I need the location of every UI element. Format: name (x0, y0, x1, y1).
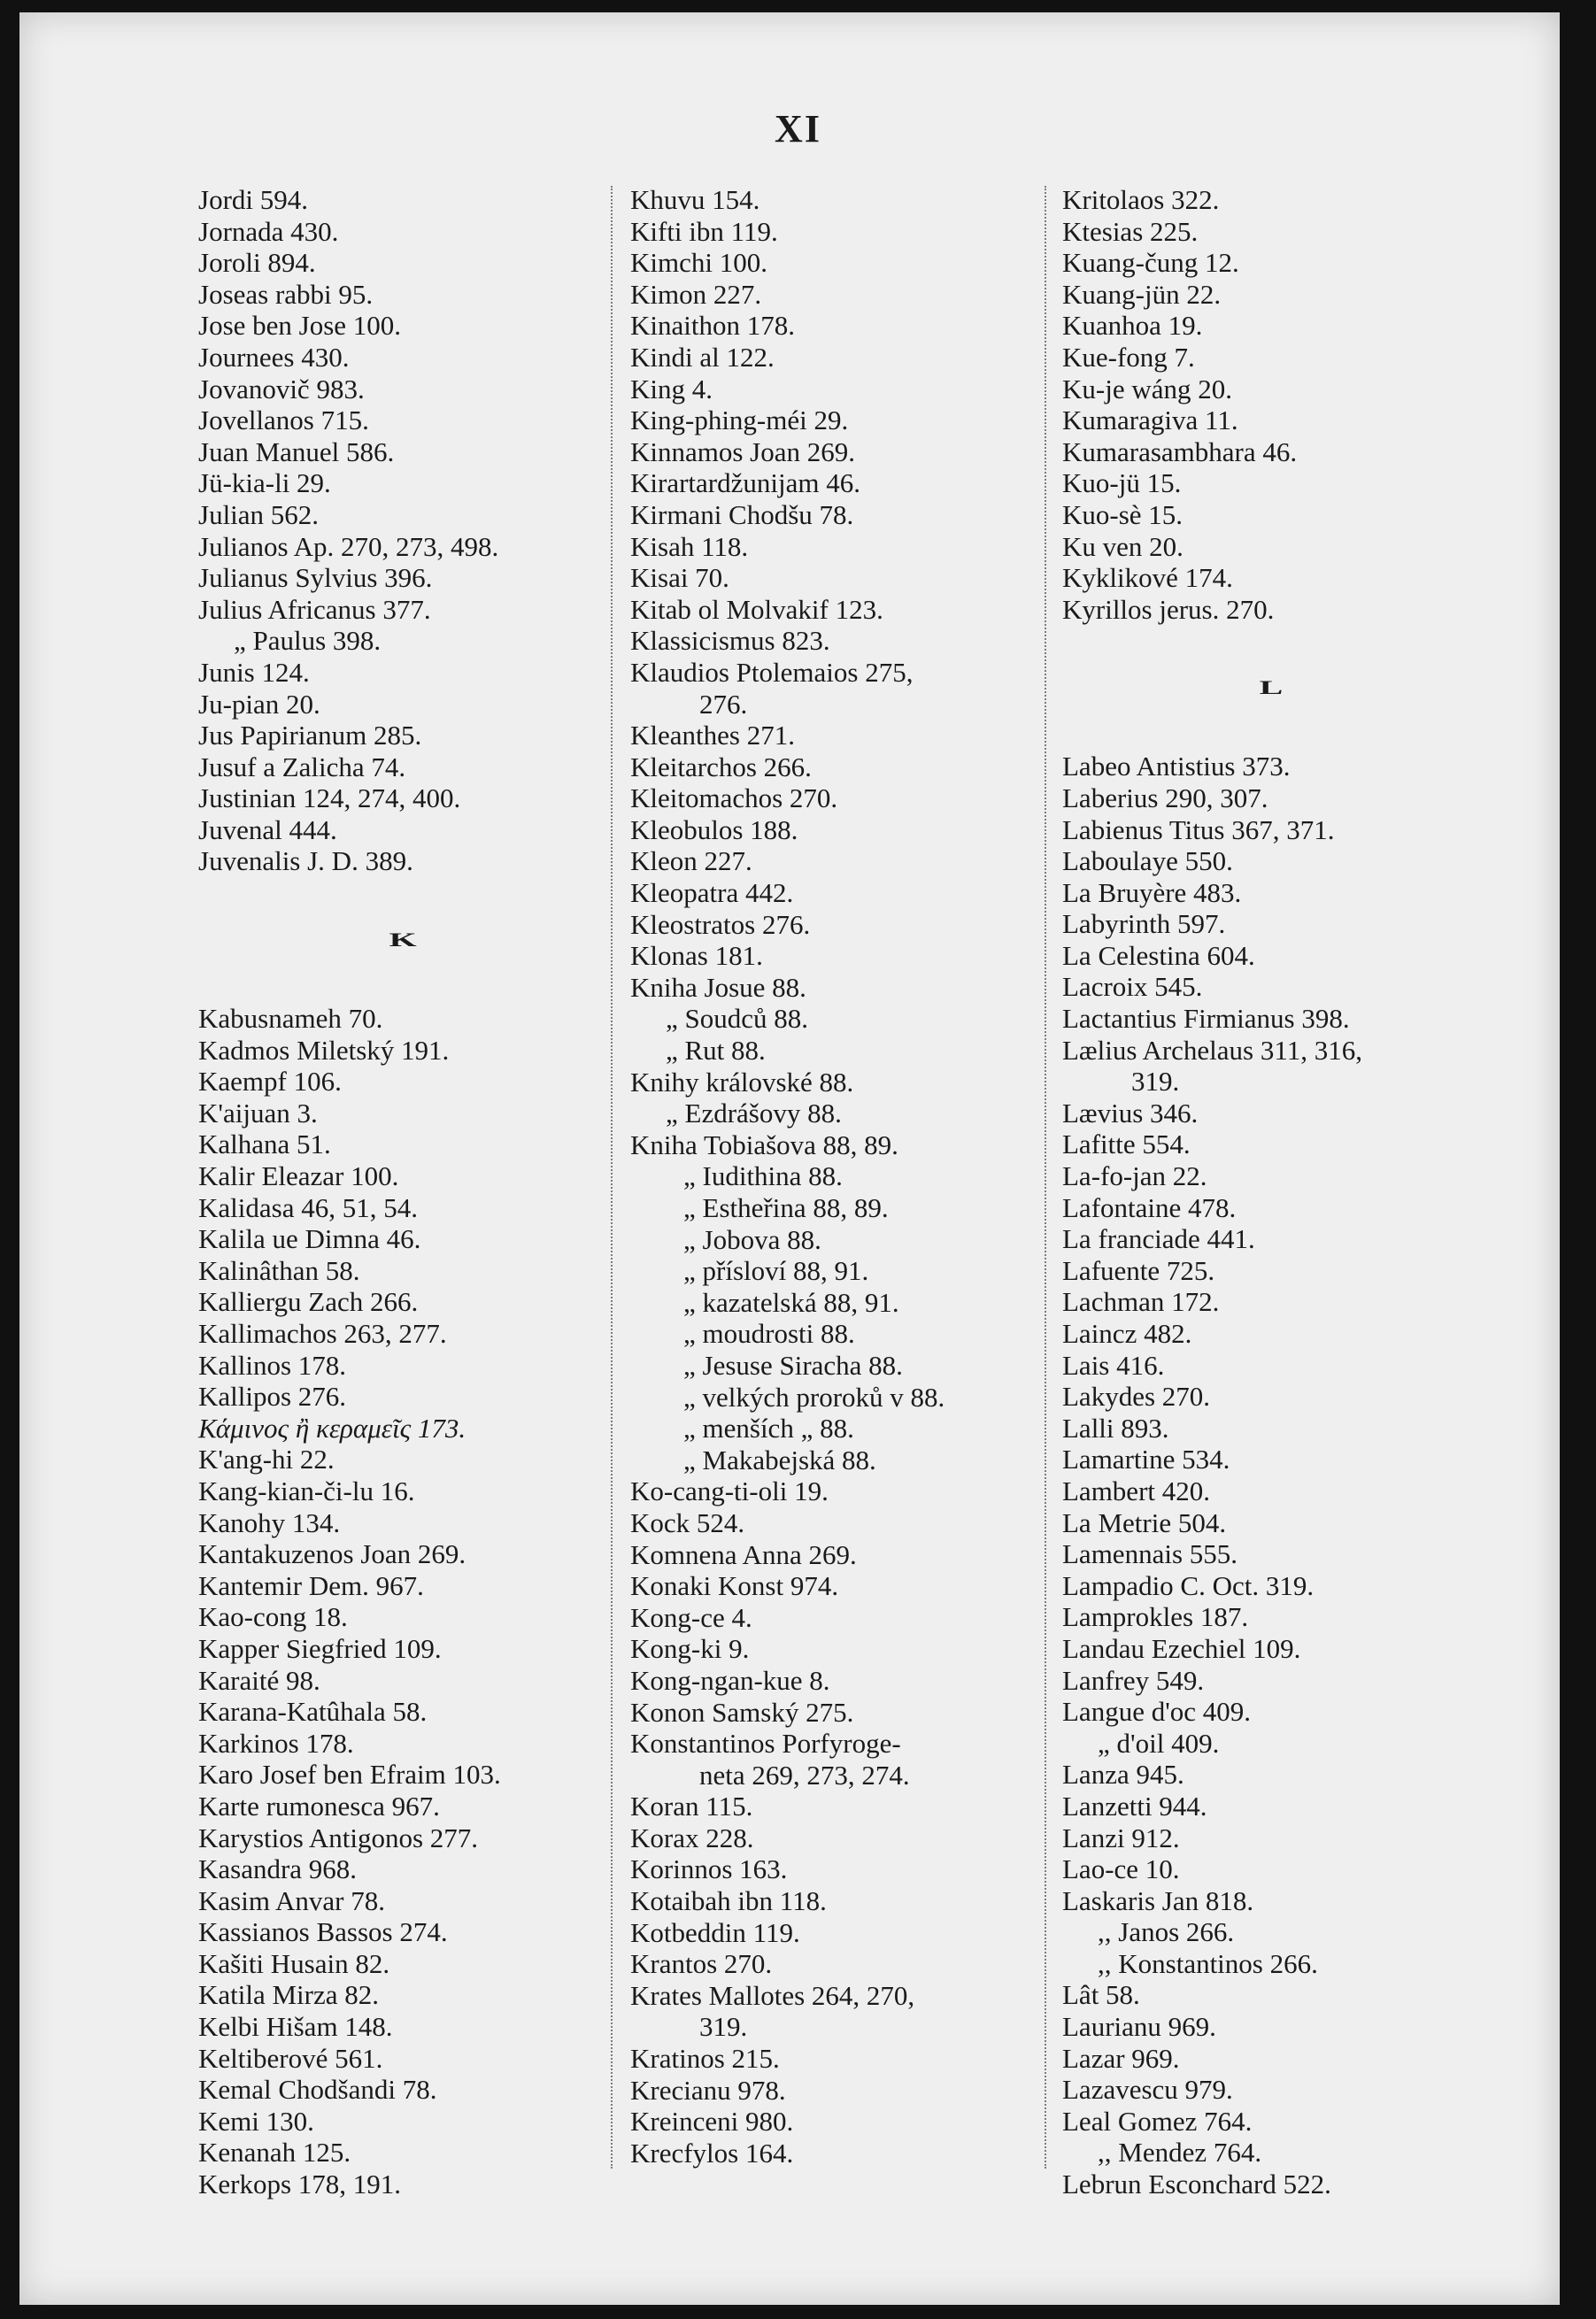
index-entry-continuation: neta 269, 273, 274. (699, 1759, 910, 1791)
index-entry: Karystios Antigonos 277. (198, 1822, 479, 1853)
index-entry: Klassicismus 823. (630, 625, 830, 657)
index-entry: Krecfylos 164. (630, 2137, 794, 2169)
index-entry-continuation: 276. (699, 688, 748, 720)
index-entry: Kuanhoa 19. (1062, 310, 1203, 342)
index-entry: Kasim Anvar 78. (198, 1884, 385, 1916)
index-entry: Kuo-sè 15. (1062, 498, 1184, 530)
index-entry: Kadmos Miletský 191. (198, 1034, 450, 1066)
index-entry: La-fo-jan 22. (1062, 1160, 1207, 1192)
index-entry: Kuang-jün 22. (1062, 278, 1222, 310)
index-column-2 (630, 184, 1037, 2169)
index-subentry: „ Iudithina 88. (683, 1160, 843, 1192)
index-subentry: „ Ezdrášovy 88. (666, 1098, 842, 1129)
index-entry: Kue-fong 7. (1062, 341, 1195, 373)
index-entry: Klaudios Ptolemaios 275, (630, 656, 914, 688)
index-entry: Laberius 290, 307. (1062, 782, 1268, 813)
index-entry: Joroli 894. (198, 247, 316, 279)
index-entry: Ktesias 225. (1062, 215, 1199, 247)
index-entry: Kleon 227. (630, 845, 752, 877)
index-entry: Kerkops 178, 191. (198, 2169, 402, 2200)
index-entry: Karaité 98. (198, 1664, 320, 1696)
index-subentry: „ Rut 88. (666, 1035, 766, 1067)
index-entry: Kalliergu Zach 266. (198, 1286, 419, 1318)
index-entry: Kniha Josue 88. (630, 971, 806, 1003)
index-entry: Lais 416. (1062, 1349, 1165, 1381)
index-entry: Lacroix 545. (1062, 971, 1203, 1003)
index-entry: Jus Papirianum 285. (198, 720, 422, 751)
index-entry: Lao-ce 10. (1062, 1853, 1180, 1885)
index-entry: Komnena Anna 269. (630, 1538, 857, 1570)
index-entry: Laskaris Jan 818. (1062, 1884, 1254, 1916)
index-entry: Lamartine 534. (1062, 1444, 1230, 1475)
index-entry: Korinnos 163. (630, 1853, 788, 1885)
index-entry: Lazavescu 979. (1062, 2074, 1233, 2106)
index-entry: Kapper Siegfried 109. (198, 1632, 442, 1664)
index-entry: Kleopatra 442. (630, 877, 794, 909)
index-entry: Julianos Ap. 270, 273, 498. (198, 530, 499, 562)
index-entry: Lactantius Firmianus 398. (1062, 1003, 1350, 1035)
index-entry: Krates Mallotes 264, 270, (630, 1979, 915, 2011)
index-entry: Lazar 969. (1062, 2042, 1180, 2074)
index-entry: Journees 430. (198, 341, 350, 373)
index-entry: Lebrun Esconchard 522. (1062, 2169, 1331, 2200)
index-entry: Kifti ibn 119. (630, 215, 778, 247)
index-subentry: „ Esthеřina 88, 89. (683, 1192, 889, 1223)
index-entry: Lanfrey 549. (1062, 1664, 1205, 1696)
index-entry: Korax 228. (630, 1822, 754, 1853)
column-separator (611, 186, 621, 2169)
index-entry: Lafuente 725. (1062, 1254, 1215, 1286)
index-entry: Jordi 594. (198, 184, 308, 215)
index-entry: Kisah 118. (630, 530, 749, 562)
index-column-3 (1062, 184, 1478, 2200)
index-entry: Kong-ce 4. (630, 1601, 752, 1633)
column-separator (1045, 186, 1055, 2169)
index-entry: Laincz 482. (1062, 1318, 1192, 1349)
index-entry: Laboulaye 550. (1062, 845, 1233, 877)
index-entry: Juan Manuel 586. (198, 435, 395, 467)
index-entry: Kumarasambhara 46. (1062, 435, 1298, 467)
page-number: XI (775, 107, 821, 150)
index-entry: Lanzi 912. (1062, 1822, 1180, 1853)
index-entry: Kašiti Husain 82. (198, 1947, 390, 1979)
index-entry: Kisai 70. (630, 562, 729, 594)
index-entry: Kinaithon 178. (630, 310, 795, 342)
index-entry: Lakydes 270. (1062, 1381, 1211, 1413)
index-entry: Kemi 130. (198, 2105, 314, 2137)
index-entry: Kritolaos 322. (1062, 184, 1220, 215)
index-entry: King-phing-méi 29. (630, 404, 849, 436)
index-entry: Kaempf 106. (198, 1066, 342, 1098)
index-entry: Kreinceni 980. (630, 2106, 794, 2138)
section-letter-heading: K (389, 928, 415, 951)
index-entry: Laurianu 969. (1062, 2011, 1216, 2043)
index-entry: Karana-Katûhala 58. (198, 1696, 428, 1728)
index-subentry: „ Soudců 88. (666, 1003, 809, 1035)
index-entry: K'aijuan 3. (198, 1097, 318, 1129)
index-entry: Lælius Archelaus 311, 316, (1062, 1034, 1362, 1066)
index-subentry: „ Jobova 88. (683, 1223, 821, 1255)
index-entry: Knihy královské 88. (630, 1066, 854, 1098)
index-entry: Kalinâthan 58. (198, 1254, 360, 1286)
index-entry-greek: Κάμινος ἢ κεραμεῖς 173. (198, 1412, 466, 1444)
index-entry: Junis 124. (198, 656, 310, 688)
index-subentry: „ moudrosti 88. (683, 1318, 855, 1350)
index-entry: Julius Africanus 377. (198, 593, 431, 625)
index-entry: Joseas rabbi 95. (198, 278, 374, 310)
index-entry: Lævius 346. (1062, 1097, 1199, 1129)
index-entry: Kotbeddin 119. (630, 1916, 800, 1948)
index-entry: Lalli 893. (1062, 1412, 1169, 1444)
index-entry: Kimchi 100. (630, 247, 767, 279)
index-entry: Juvenal 444. (198, 813, 337, 845)
index-entry: Lafontaine 478. (1062, 1191, 1237, 1223)
index-subentry: ,, Konstantinos 266. (1098, 1947, 1318, 1979)
index-entry: Kleitarchos 266. (630, 751, 812, 782)
index-entry: Julian 562. (198, 498, 320, 530)
index-entry: La Metrie 504. (1062, 1506, 1227, 1538)
index-entry: Karkinos 178. (198, 1727, 354, 1759)
index-entry: Kallipos 276. (198, 1381, 347, 1413)
index-entry: Labyrinth 597. (1062, 908, 1226, 940)
index-entry-continuation: 319. (1131, 1066, 1180, 1098)
index-entry: Kuang-čung 12. (1062, 247, 1239, 279)
index-subentry: „ d'oil 409. (1098, 1727, 1220, 1759)
index-entry: King 4. (630, 373, 713, 404)
index-entry: La Celestina 604. (1062, 939, 1255, 971)
index-entry: Klonas 181. (630, 940, 763, 972)
index-entry: Labeo Antistius 373. (1062, 751, 1291, 782)
index-entry: Kasandra 968. (198, 1853, 358, 1885)
index-entry: Langue d'oc 409. (1062, 1696, 1252, 1728)
index-entry: Kitab ol Molvakif 123. (630, 593, 883, 625)
index-entry: Ju-pian 20. (198, 688, 320, 720)
index-entry: Kemal Chodšandi 78. (198, 2074, 437, 2106)
index-subentry: „ Paulus 398. (234, 625, 382, 657)
index-entry: Kalir Eleazar 100. (198, 1160, 399, 1192)
index-entry: Koran 115. (630, 1791, 753, 1822)
index-subentry: „ Makabejská 88. (683, 1444, 876, 1475)
index-entry: Landau Ezechiel 109. (1062, 1632, 1301, 1664)
index-entry: Kanohy 134. (198, 1506, 341, 1538)
index-entry: Kyklikové 174. (1062, 562, 1233, 594)
index-subentry: ,, Mendez 764. (1098, 2137, 1262, 2169)
index-entry: Ko-cang-ti-oli 19. (630, 1475, 829, 1507)
index-entry: Kindi al 122. (630, 341, 775, 373)
index-entry: Jovanovič 983. (198, 373, 365, 404)
index-entry: Kao-cong 18. (198, 1601, 348, 1633)
index-entry: Kantakuzenos Joan 269. (198, 1538, 466, 1570)
index-subentry: „ menších „ 88. (683, 1413, 854, 1445)
index-entry: Kalidasa 46, 51, 54. (198, 1191, 418, 1223)
index-entry: La franciade 441. (1062, 1223, 1255, 1255)
index-entry: Justinian 124, 274, 400. (198, 782, 461, 814)
index-entry: La Bruyère 483. (1062, 876, 1242, 908)
index-entry: Lamprokles 187. (1062, 1601, 1249, 1633)
index-entry: Karte rumonesca 967. (198, 1790, 440, 1822)
index-entry: Kalhana 51. (198, 1129, 331, 1160)
index-entry: Kinnamos Joan 269. (630, 435, 856, 467)
index-entry: Konstantinos Porfyroge- (630, 1728, 901, 1760)
index-entry: Kleitomachos 270. (630, 782, 838, 814)
section-letter-heading: L (1259, 676, 1282, 699)
index-entry: Kyrillos jerus. 270. (1062, 593, 1275, 625)
index-entry: Kelbi Hišam 148. (198, 2011, 393, 2043)
index-entry: Kimon 227. (630, 278, 762, 310)
index-entry: Lafitte 554. (1062, 1129, 1191, 1160)
index-entry: Kong-ki 9. (630, 1633, 750, 1665)
index-entry: Konaki Konst 974. (630, 1570, 839, 1602)
index-entry: Konon Samský 275. (630, 1696, 854, 1728)
index-column-1 (198, 184, 605, 2200)
index-entry: Krantos 270. (630, 1948, 773, 1980)
index-entry-continuation: 319. (699, 2011, 748, 2043)
index-entry: Lanzetti 944. (1062, 1790, 1207, 1822)
index-subentry: „ velkých proroků v 88. (683, 1381, 945, 1413)
index-entry: Labienus Titus 367, 371. (1062, 813, 1335, 845)
index-entry: Kotaibah ibn 118. (630, 1885, 827, 1917)
index-entry: Kniha Tobiašova 88, 89. (630, 1129, 898, 1160)
index-entry: Jornada 430. (198, 215, 339, 247)
index-entry: Lamennais 555. (1062, 1538, 1238, 1570)
index-entry: K'ang-hi 22. (198, 1444, 335, 1475)
index-entry: Katila Mirza 82. (198, 1979, 380, 2011)
index-entry: Kleobulos 188. (630, 813, 798, 845)
index-entry: Krecianu 978. (630, 2074, 786, 2106)
index-entry: Kassianos Bassos 274. (198, 1916, 448, 1948)
index-entry: Kantemir Dem. 967. (198, 1569, 424, 1601)
index-entry: Lambert 420. (1062, 1475, 1211, 1506)
index-entry: Jose ben Jose 100. (198, 310, 402, 342)
index-entry: Keltiberové 561. (198, 2042, 383, 2074)
index-subentry: „ kazatelská 88, 91. (683, 1286, 899, 1318)
index-entry: Kratinos 215. (630, 2043, 780, 2075)
index-entry: Lampadio C. Oct. 319. (1062, 1569, 1315, 1601)
index-entry: Kirmani Chodšu 78. (630, 498, 854, 530)
index-entry: Jü-kia-li 29. (198, 467, 331, 499)
index-entry: Kong-ngan-kue 8. (630, 1664, 830, 1696)
index-entry: Khuvu 154. (630, 184, 760, 215)
index-entry: Kock 524. (630, 1506, 745, 1538)
index-entry: Kallinos 178. (198, 1349, 347, 1381)
index-entry: Lachman 172. (1062, 1286, 1220, 1318)
index-entry: Lanza 945. (1062, 1759, 1184, 1791)
index-entry: Jovellanos 715. (198, 404, 369, 436)
index-subentry: „ přísloví 88, 91. (683, 1255, 869, 1287)
index-entry: Karo Josef ben Efraim 103. (198, 1759, 501, 1791)
index-entry: Kenanah 125. (198, 2137, 351, 2169)
index-entry: Kleanthes 271. (630, 720, 795, 751)
index-entry: Leal Gomez 764. (1062, 2105, 1253, 2137)
index-entry: Kumaragiva 11. (1062, 404, 1238, 436)
index-entry: Kalila ue Dimna 46. (198, 1223, 421, 1255)
index-entry: Kang-kian-či-lu 16. (198, 1475, 415, 1506)
index-entry: Kirartardžunijam 46. (630, 467, 860, 499)
index-entry: Kallimachos 263, 277. (198, 1318, 447, 1349)
index-entry: Ku-je wáng 20. (1062, 373, 1232, 404)
index-entry: Kabusnameh 70. (198, 1003, 383, 1035)
index-subentry: ,, Janos 266. (1098, 1916, 1235, 1948)
index-entry: Julianus Sylvius 396. (198, 562, 433, 594)
index-entry: Jusuf a Zalicha 74. (198, 751, 406, 782)
index-entry: Kuo-jü 15. (1062, 467, 1182, 499)
index-entry: Lât 58. (1062, 1979, 1140, 2011)
index-subentry: „ Jesuse Siracha 88. (683, 1349, 903, 1381)
index-entry: Juvenalis J. D. 389. (198, 845, 413, 877)
index-entry: Ku ven 20. (1062, 530, 1184, 562)
index-entry: Kleostratos 276. (630, 908, 811, 940)
